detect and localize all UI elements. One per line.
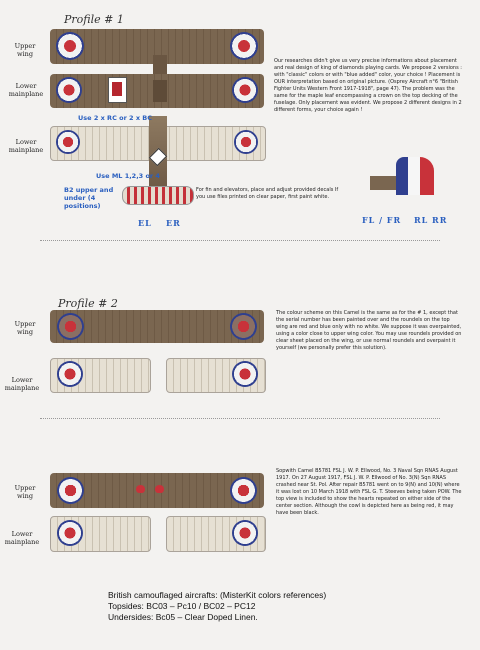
roundel	[57, 313, 84, 340]
roundel	[232, 520, 258, 546]
profile1-fin-note: For fin and elevators, place and adjust provided decals If you use files printed on clear paper, first paint white.	[196, 187, 339, 200]
section-divider	[40, 240, 440, 241]
roundel	[230, 477, 257, 504]
profile2-title: Profile # 2	[58, 297, 118, 310]
roundel	[232, 77, 258, 103]
roundel	[230, 32, 258, 60]
profile1-lower-mainplane-label: Lower mainplane	[8, 82, 44, 98]
footer-line1: British camouflaged aircrafts: (MisterKit colors references)	[108, 590, 327, 600]
rc-bc-callout: Use 2 x RC or 2 x BC	[78, 114, 152, 122]
fl-fr-code: FL / FR	[362, 215, 402, 225]
profile1-upper-wing-label: Upper wing	[14, 42, 36, 58]
profile2-note: The colour scheme on this Camel is the same as for the # 1, except that the serial number has been painted over and the roundels on the top wing are red and blue only with no white. We suppose it was overpainted, using a color close to upper wing color. You may use roundels provided on clear sheet placed on the wing, or use normal roundels and overpaint it yourself (we personally prefer this solution).	[276, 310, 462, 351]
er-code: ER	[166, 218, 181, 228]
fuselage-top	[153, 80, 167, 102]
ml-callout: Use ML 1,2,3 or 4	[96, 172, 160, 180]
roundel	[57, 361, 83, 387]
b2-callout: B2 upper and under (4 positions)	[64, 186, 114, 210]
profile3-lower-mainplane-label: Lower mainplane	[4, 530, 40, 546]
footer	[108, 590, 428, 623]
roundel	[57, 520, 83, 546]
roundel	[56, 130, 80, 154]
profile3-upper-wing-label: Upper wing	[14, 484, 36, 500]
roundel	[57, 477, 84, 504]
roundel	[56, 77, 82, 103]
section-divider	[40, 418, 440, 419]
roundel	[234, 130, 258, 154]
roundel	[230, 313, 257, 340]
heart-icon	[136, 485, 145, 493]
rl-rr-code: RL RR	[414, 215, 448, 225]
profile2-lower-mainplane-label: Lower mainplane	[4, 376, 40, 392]
fin-decal	[370, 176, 396, 190]
footer-line3: Undersides: Bc05 – Clear Doped Linen.	[108, 612, 258, 622]
heart-icon	[155, 485, 164, 493]
playing-card-icon	[108, 77, 127, 103]
profile1-note: Our researches didn't give us very precise informations about placement and real design of king of diamonds playing cards. We propose 2 versions : with "classic" colors or with "blue added" color, your choice ! Placement is OUR interpretation based on original picture. (Osprey Aircraft n°6 "British Fighter Units Western Front 1917-1918", page 47). The problem was the same for the maple leaf encompassing a crown on the top decking of the fuselage. Only placement was evident. We propose 2 different designs in 2 different forms, your choice again !	[274, 58, 462, 113]
profile3-note: Sopwith Camel B5781 FSL J. W. P. Ellwood, No. 3 Naval Sqn RNAS August 1917. On 27 August 1917, FSL J. W. P. Ellwood of No. 3(N) Sqn RNAS crashed near St. Pol. After repair B5781 went on to 9(N) and 10(N) where it was lost on 10 March 1918 with FSL G. T. Steeves being taken POW. The top view is included to show the hearts repeated on either side of the center section. Although the cowl is depicted here as being red, it may have been black.	[276, 468, 462, 516]
footer-line2: Topsides: BC03 – Pc10 / BC02 – PC12	[108, 601, 256, 611]
profile2-upper-wing-label: Upper wing	[14, 320, 36, 336]
profile1-title: Profile # 1	[64, 13, 124, 26]
profile1-lower-mainplane-under-label: Lower mainplane	[8, 138, 44, 154]
el-code: EL	[138, 218, 152, 228]
roundel	[232, 361, 258, 387]
rudder-decal	[396, 157, 434, 195]
roundel	[56, 32, 84, 60]
